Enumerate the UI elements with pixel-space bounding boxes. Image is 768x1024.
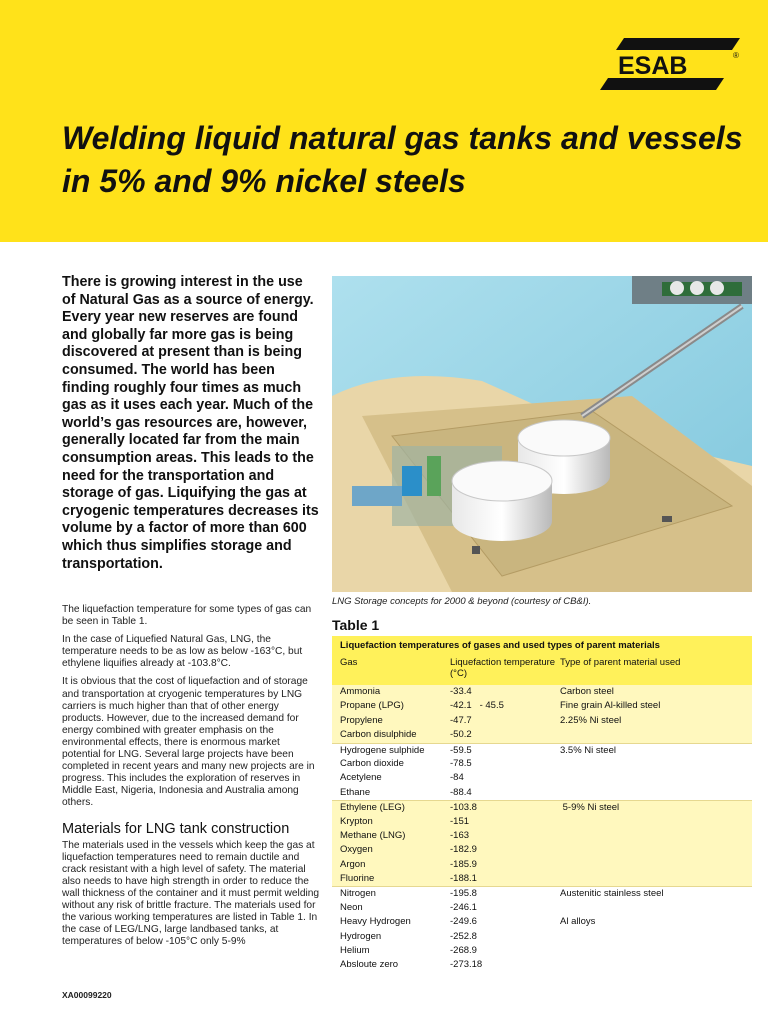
cell-temperature: -195.8	[450, 888, 477, 900]
cell-temperature: -42.1 - 45.5	[450, 700, 504, 712]
table-row	[332, 829, 752, 843]
table-row	[332, 771, 752, 785]
cell-material	[560, 958, 744, 972]
cell-gas: Absloute zero	[340, 959, 399, 971]
cell-gas: Fluorine	[340, 873, 375, 885]
logo-text: ESAB	[618, 52, 688, 80]
cell-material: Carbon steel	[560, 686, 614, 697]
table-row	[332, 728, 752, 742]
table-header-row	[340, 657, 744, 679]
table-header	[332, 636, 752, 685]
header-temperature: Liquefaction temperature (°C)	[450, 657, 556, 679]
cell-material: Fine grain Al-killed steel	[560, 700, 661, 712]
esab-logo	[594, 34, 744, 94]
table-row	[332, 714, 752, 728]
cell-material	[560, 930, 744, 944]
table-caption: Liquefaction temperatures of gases and used types of parent materials	[340, 640, 660, 651]
cell-material	[560, 829, 744, 843]
cell-temperature: -182.9	[450, 844, 477, 856]
cell-gas: Krypton	[340, 815, 373, 827]
cell-material	[560, 786, 744, 800]
registered-mark: ®	[733, 51, 739, 60]
cell-gas: Argon	[340, 858, 366, 870]
table-row	[332, 815, 752, 829]
cell-gas: Acetylene	[340, 772, 382, 784]
cell-temperature: -246.1	[450, 901, 477, 913]
body-paragraph: It is obvious that the cost of liquefaction and of storage and transportation at cryogenic temperatures by LNG carriers is much higher than that of other energy products. However, due to the increased demand for energy combined with greater emphasis on the environmental effects, there is enormous market potential for LNG. Several large projects have been completed in recent years and many new projects are in progress. This includes the exploration of reserves in Middle East, Nigeria, Indonesia and Australia among others.	[62, 676, 315, 809]
table-row	[332, 901, 752, 915]
body-column	[62, 604, 320, 954]
table-row	[332, 958, 752, 972]
table-row	[332, 872, 752, 886]
header-gas: Gas	[340, 657, 358, 668]
body-paragraph: The materials used in the vessels which keep the gas at liquefaction temperatures need to remain ductile and crack resistant with a high level of safety. The material also needs to have high strength in order to reduce the wall thickness of the container and it must permit welding without any risk of brittle fracture. The materials used for the various working temperatures are listed in Table 1. In the case of LEG/LNG, large landbased tanks, at temperatures of below -105°C only 5-9%	[62, 839, 320, 948]
table-row	[332, 886, 752, 900]
table-row	[332, 743, 752, 757]
cell-temperature: -50.2	[450, 729, 472, 741]
lng-plant-illustration	[332, 276, 752, 592]
cell-material: Austenitic stainless steel	[560, 888, 664, 900]
cell-temperature: -103.8	[450, 802, 477, 814]
table-row	[332, 944, 752, 958]
liquefaction-table	[332, 636, 752, 973]
table-row	[332, 757, 752, 771]
table-row	[332, 786, 752, 800]
cell-gas: Hydrogene sulphide	[340, 744, 425, 756]
cell-gas: Oxygen	[340, 844, 373, 856]
body-paragraph: The liquefaction temperature for some types of gas can be seen in Table 1.	[62, 604, 312, 628]
cell-material	[560, 843, 744, 857]
cell-material	[560, 757, 744, 771]
cell-temperature: -163	[450, 829, 470, 841]
cell-temperature: -47.7	[450, 714, 472, 726]
table-row	[332, 699, 752, 713]
cell-temperature: -252.8	[450, 930, 477, 942]
cell-gas: Propane (LPG)	[340, 700, 404, 712]
cell-gas: Ammonia	[340, 686, 381, 697]
cell-temperature: -88.4	[450, 786, 472, 798]
table-row	[332, 858, 752, 872]
table-body	[332, 685, 752, 973]
cell-gas: Helium	[340, 945, 370, 957]
header-material: Type of parent material used	[560, 657, 681, 668]
page-title: Welding liquid natural gas tanks and vessels in 5% and 9% nickel steels	[62, 120, 743, 199]
table-row	[332, 915, 752, 929]
cell-material	[560, 858, 744, 872]
table-row	[332, 930, 752, 944]
cell-temperature: -188.1	[450, 873, 477, 885]
cell-gas: Hydrogen	[340, 930, 382, 942]
cell-material: 3.5% Ni steel	[560, 744, 616, 756]
cell-temperature: -185.9	[450, 858, 477, 870]
table-row	[332, 685, 752, 699]
cell-material	[560, 872, 744, 886]
photo-caption: LNG Storage concepts for 2000 & beyond (courtesy of CB&I).	[332, 596, 592, 607]
body-paragraph: In the case of Liquefied Natural Gas, LNG, the temperature needs to be as low as below -163°C, but ethylene liquifies already at -103.8°C.	[62, 634, 303, 670]
cell-temperature: -268.9	[450, 945, 477, 957]
cell-material	[560, 771, 744, 785]
cell-gas: Neon	[340, 901, 363, 913]
table-row	[332, 843, 752, 857]
cell-temperature: -78.5	[450, 757, 472, 769]
cell-temperature: -33.4	[450, 686, 472, 697]
cell-material	[560, 728, 744, 742]
cell-gas: Ethane	[340, 786, 371, 798]
intro-paragraph: There is growing interest in the use of Natural Gas as a source of energy. Every year new reserves are found and globally far more gas is being discovered at present than is being consumed. The world has been finding roughly four times as much gas as it uses each year. Much of the world’s gas resources are, however, generally located far from the main consumption areas. This leads to the need for the transportation and storage of gas. Liquifying the gas at cryogenic temperatures decreases its volume by a factor of more than 600 which thus simplifies storage and transportation.	[62, 274, 319, 572]
cell-gas: Carbon disulphide	[340, 729, 417, 741]
document-code: XA00099220	[62, 990, 112, 1000]
cell-gas: Methane (LNG)	[340, 829, 406, 841]
cell-gas: Propylene	[340, 714, 383, 726]
section-heading: Materials for LNG tank construction	[62, 820, 290, 837]
cell-gas: Carbon dioxide	[340, 757, 404, 769]
cell-material	[560, 944, 744, 958]
table-title: Table 1	[332, 617, 380, 633]
cell-material: 5-9% Ni steel	[560, 802, 620, 814]
cell-material	[560, 815, 744, 829]
cell-gas: Nitrogen	[340, 888, 376, 900]
table-row	[332, 800, 752, 814]
cell-temperature: -59.5	[450, 744, 472, 756]
cell-gas: Ethylene (LEG)	[340, 802, 405, 814]
cell-temperature: -84	[450, 772, 464, 784]
cell-material: 2.25% Ni steel	[560, 714, 622, 726]
cell-temperature: -273.18	[450, 959, 483, 971]
cell-temperature: -151	[450, 815, 470, 827]
cell-material	[560, 901, 744, 915]
cell-gas: Heavy Hydrogen	[340, 916, 411, 928]
cell-material: Al alloys	[560, 916, 596, 928]
cell-temperature: -249.6	[450, 916, 477, 928]
